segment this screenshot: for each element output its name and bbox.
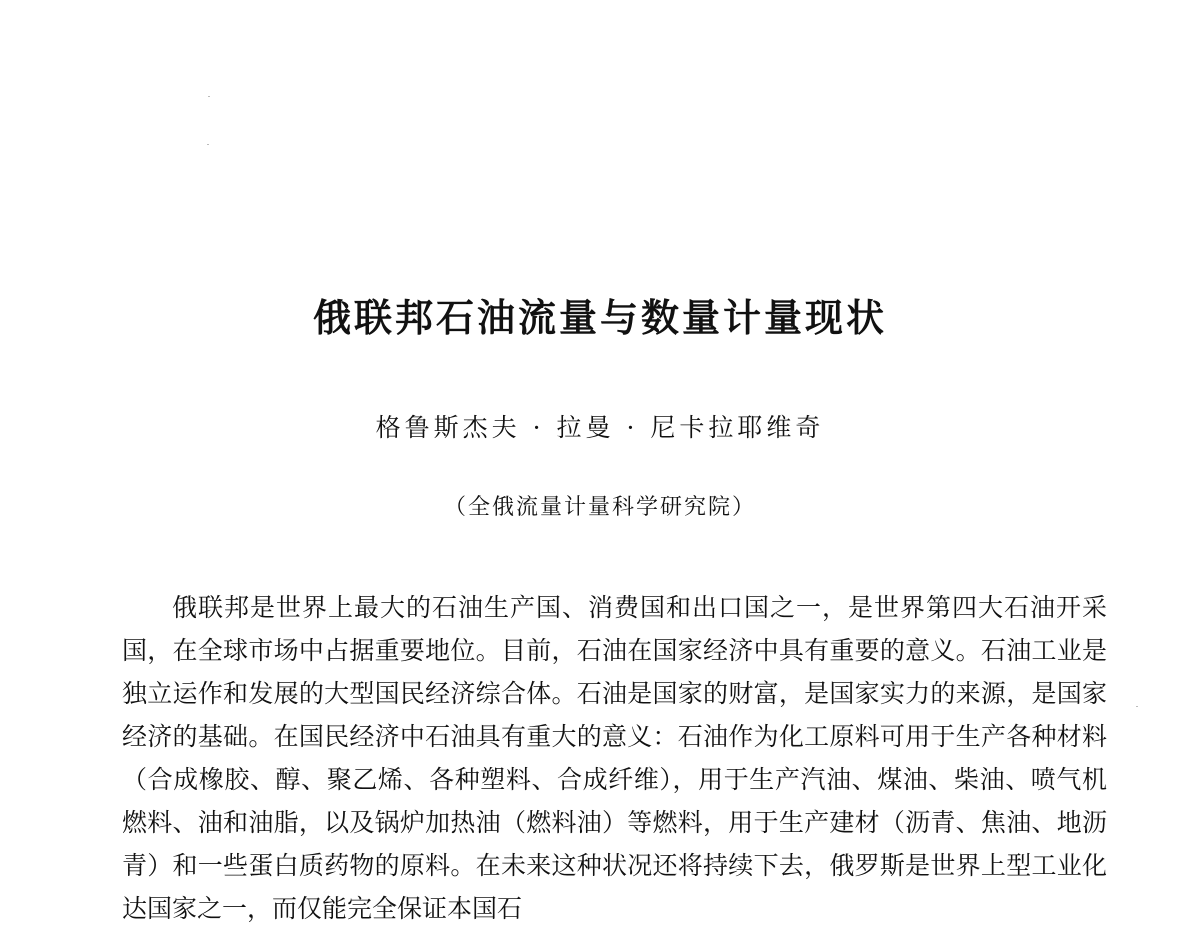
scan-speck	[208, 96, 210, 97]
body-paragraph: 俄联邦是世界上最大的石油生产国、消费国和出口国之一，是世界第四大石油开采国，在全球市场中占据重要地位。目前，石油在国家经济中具有重要的意义。石油工业是独立运作和发展的大型国民经济综合体。石油是国家的财富，是国家实力的来源，是国家经济的基础。在国民经济中石油具有重大的意义：石油作为化工原料可用于生产各种材料（合成橡胶、醇、聚乙烯、各种塑料、合成纤维），用于生产汽油、煤油、柴油、喷气机燃料、油和油脂，以及锅炉加热油（燃料油）等燃料，用于生产建材（沥青、焦油、地沥青）和一些蛋白质药物的原料。在未来这种状况还将持续下去，俄罗斯是世界上型工业化达国家之一，而仅能完全保证本国石	[122, 593, 1107, 923]
author-line: 格鲁斯杰夫 · 拉曼 · 尼卡拉耶维奇	[375, 413, 825, 442]
affiliation-line: （全俄流量计量科学研究院）	[443, 495, 756, 520]
document-title: 俄联邦石油流量与数量计量现状	[312, 296, 887, 340]
scan-speck	[207, 144, 209, 145]
scan-speck	[1136, 706, 1138, 707]
